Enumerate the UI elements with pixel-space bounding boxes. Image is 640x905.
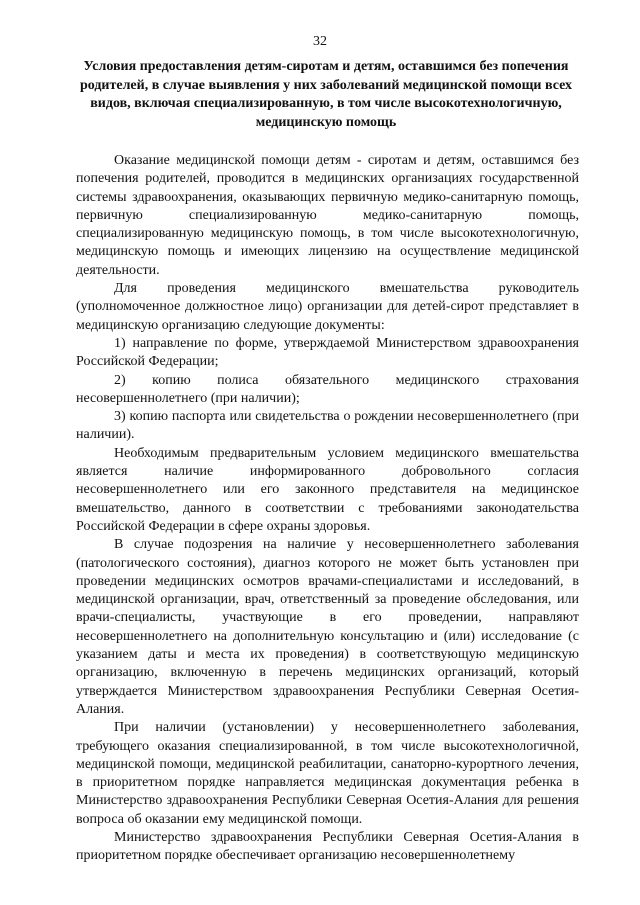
paragraph-ministry: Министерство здравоохранения Республики Северная Осетия-Алания в приоритетном порядке обеспечивает организацию несовершеннолетнему <box>76 829 579 864</box>
paragraph-consent: Необходимым предварительным условием медицинского вмешательства является наличие информированного добровольного согласия несовершеннолетнего или его законного представителя на медицинское вмешательство, данного в соответствии с требованиями законодательства Российской Федерации в сфере охраны здоровья. <box>76 445 579 534</box>
list-item-referral: 1) направление по форме, утверждаемой Министерством здравоохранения Российской Федерации; <box>76 335 579 370</box>
paragraph-specialized-care: При наличии (установлении) у несовершеннолетнего заболевания, требующего оказания специализированной, в том числе высокотехнологичной, медицинской помощи, медицинской реабилитации, санаторно-курортного лечения, в приоритетном порядке направляется медицинская документация ребенка в Министерство здравоохранения Республики Северная Осетия-Алания для решения вопроса об оказании ему медицинской помощи. <box>76 720 579 827</box>
page-number: 32 <box>313 34 327 49</box>
paragraph-intro: Оказание медицинской помощи детям - сиротам и детям, оставшимся без попечения родителей, проводится в медицинских организациях государственной системы здравоохранения, оказывающих первичную медико-санитарную помощь, первичную специализированную медико-санитарную помощь, специализированную медицинскую помощь, в том числе высокотехнологичную, медицинскую помощь и имеющих лицензию на осуществление медицинской деятельности. <box>76 153 579 278</box>
list-item-insurance-policy: 2) копию полиса обязательного медицинского страхования несовершеннолетнего (при наличии); <box>76 372 579 406</box>
paragraph-suspicion: В случае подозрения на наличие у несовершеннолетнего заболевания (патологического состояния), диагноз которого не может быть установлен при проведении медицинских осмотров врачами-специалистами и исследований, в медицинской организации, врач, ответственный за проведение обследования, или врачи-специалисты, участвующие в его проведении, направляют несовершеннолетнего на дополнительную консультацию и (или) исследование (с указанием даты и места их проведения) в соответствующую медицинскую организацию, включенную в перечень медицинских организаций, который утверждается Министерством здравоохранения Республики Северная Осетия-Алания. <box>76 537 579 717</box>
document-body <box>76 152 579 866</box>
section-title: Условия предоставления детям-сиротам и детям, оставшимся без попечения родителей, в случае выявления у них заболеваний медицинской помощи всех видов, включая специализированную, в том числе высокотехнологичную, медицинскую помощь <box>79 59 573 130</box>
list-item-passport: 3) копию паспорта или свидетельства о рождении несовершеннолетнего (при наличии). <box>76 409 579 443</box>
paragraph-documents: Для проведения медицинского вмешательства руководитель (уполномоченное должностное лицо) организации для детей-сирот представляет в медицинскую организацию следующие документы: <box>76 281 579 333</box>
